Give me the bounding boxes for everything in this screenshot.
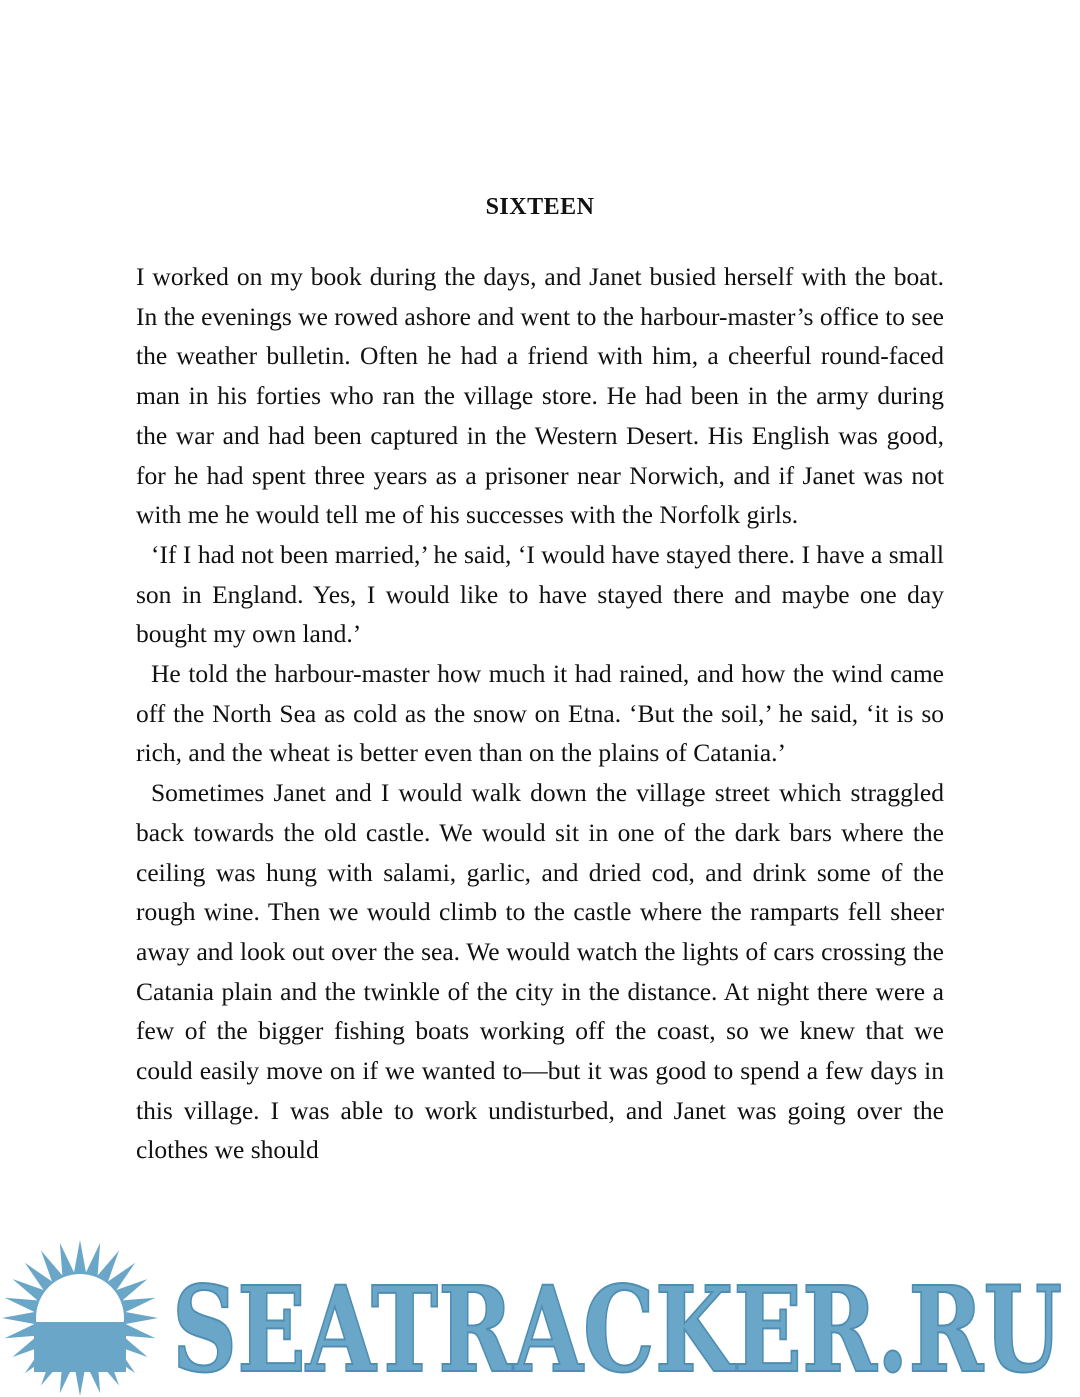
paragraph: Sometimes Janet and I would walk down the village street which straggled back towards the old castle. We would sit in one of the dark bars where the ceiling was hung with salami, garlic, and dried cod, and drink some of the rough wine. Then we would climb to the castle where the ramparts fell sheer away and look out over the sea. We would watch the lights of cars crossing the Catania plain and the twinkle of the city in the distance. At night there were a few of the bigger fishing boats working off the coast, so we knew that we could easily move on if we wanted to—but it was good to spend a few days in this village. I was able to work undisturbed, and Janet was going over the clothes we should xyxy=(136,778,944,1165)
paragraph: He told the harbour-master how much it had rained, and how the wind came off the North Sea as cold as the snow on Etna. ‘But the soil,’ he said, ‘it is so rich, and the wheat is better even than on the plains of Catania.’ xyxy=(136,659,944,768)
watermark-graphic xyxy=(0,1238,1080,1397)
chapter-title: SIXTEEN xyxy=(485,194,595,220)
watermark xyxy=(0,1238,1080,1397)
book-page xyxy=(136,0,944,1397)
chapter-body xyxy=(136,257,944,1170)
paragraph: ‘If I had not been married,’ he said, ‘I would have stayed there. I have a small son in England. Yes, I would like to have stayed there and maybe one day bought my own land.’ xyxy=(136,539,944,649)
sun-icon xyxy=(2,1240,158,1396)
sun-horizon xyxy=(34,1322,126,1372)
paragraph: I worked on my book during the days, and Janet busied herself with the boat. In the evenings we rowed ashore and went to the harbour-master’s office to see the weather bulletin. Often he had a friend with him, a cheerful round-faced man in his forties who ran the village store. He had been in the army during the war and had been captured in the Western Desert. His English was good, for he had spent three years as a prisoner near Norwich, and if Janet was not with me he would tell me of his successes with the Norfolk girls. xyxy=(136,262,944,530)
watermark-text: SEATRACKER.RU xyxy=(172,1260,1062,1397)
